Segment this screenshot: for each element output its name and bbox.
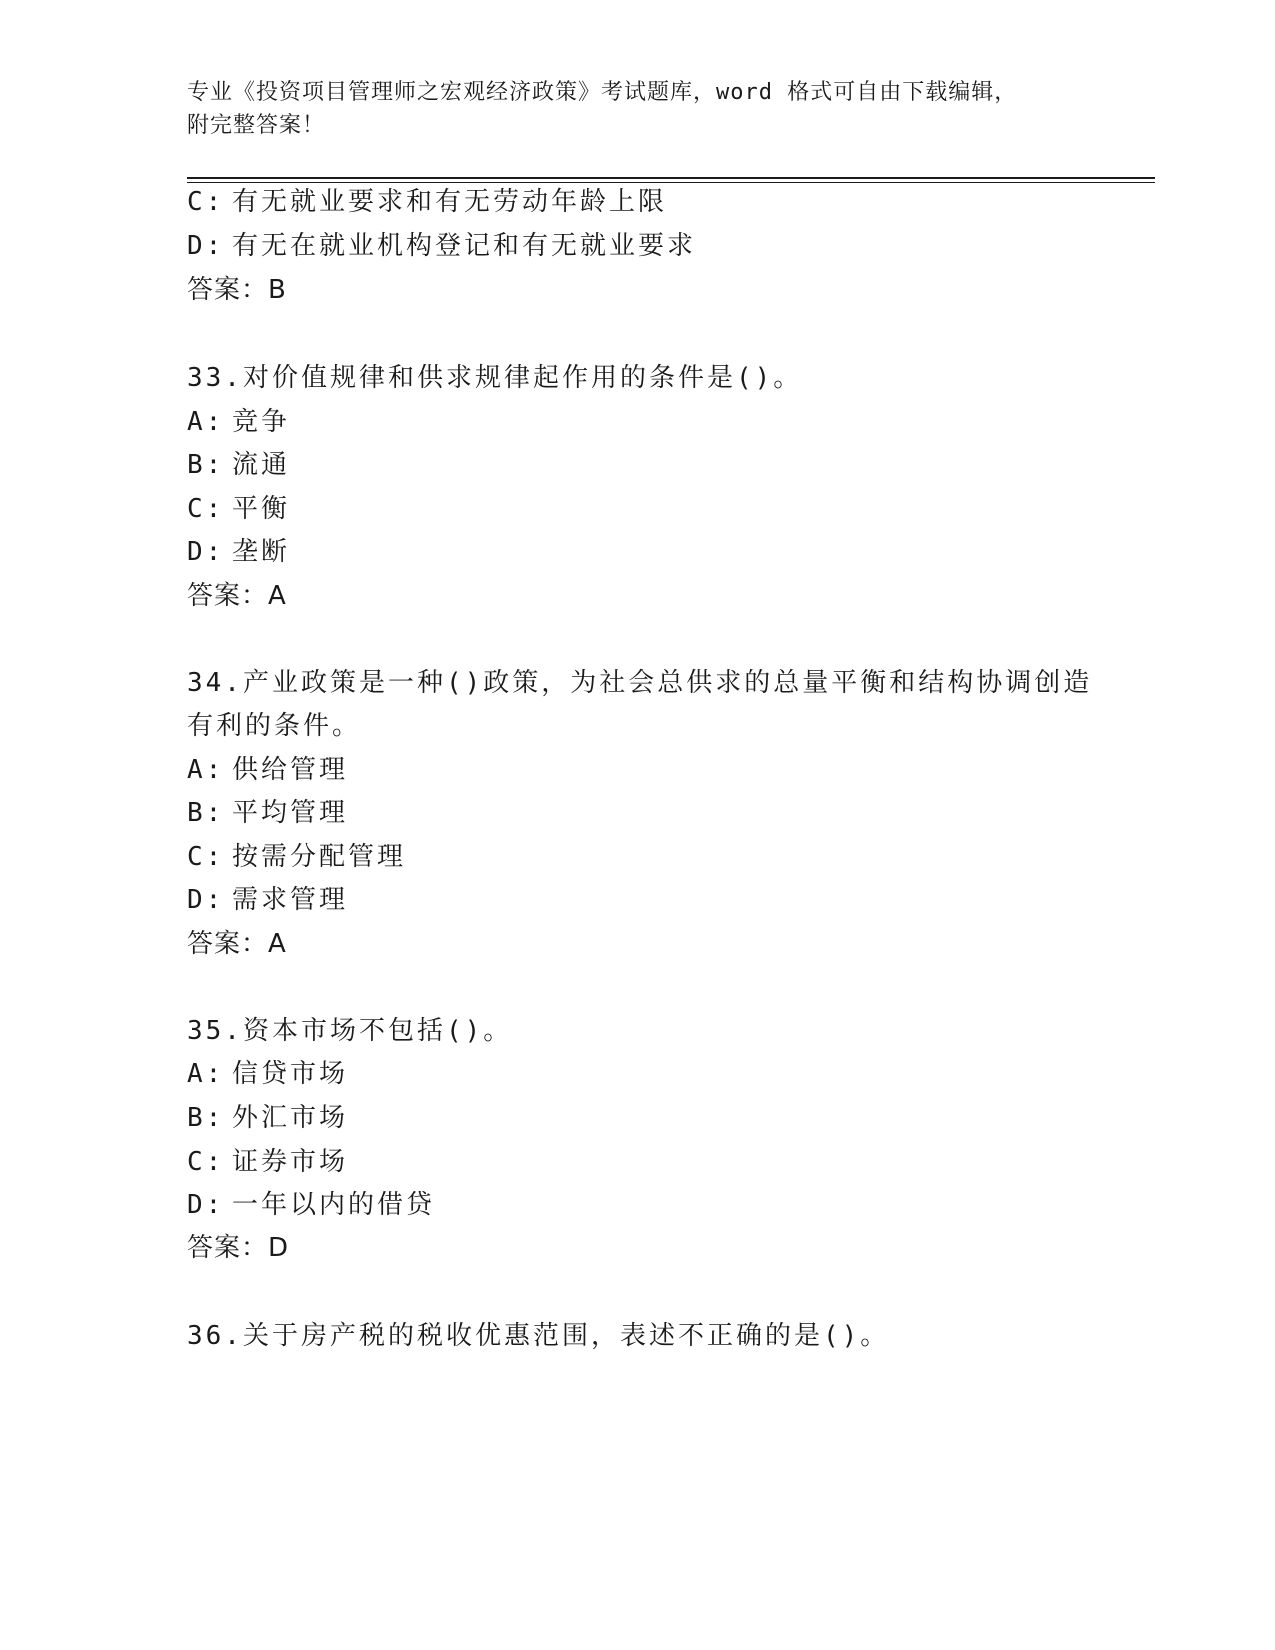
header-title-line: 专业《投资项目管理师之宏观经济政策》考试题库，word 格式可自由下载编辑， — [187, 80, 1018, 105]
option-letter: B: — [187, 450, 225, 480]
question-35-option-a — [187, 1057, 348, 1091]
header-subtitle-line: 附完整答案！ — [187, 113, 326, 138]
question-35-option-d — [187, 1188, 435, 1222]
prev-option-d — [187, 229, 696, 263]
option-text: 竞争 — [232, 407, 291, 437]
question-35-stem: 35.资本市场不包括()。 — [187, 1016, 513, 1046]
option-letter: D: — [187, 537, 225, 567]
question-33-option-d — [187, 535, 290, 569]
header-divider-thick — [187, 177, 1155, 179]
option-letter: A: — [187, 407, 225, 437]
option-text: 平衡 — [232, 494, 291, 524]
question-34-option-b — [187, 796, 348, 830]
question-34-option-c — [187, 840, 406, 874]
question-33-stem: 33.对价值规律和供求规律起作用的条件是()。 — [187, 363, 803, 393]
option-letter: B: — [187, 798, 225, 828]
option-letter: B: — [187, 1103, 225, 1133]
question-34-stem-line1: 34.产业政策是一种()政策，为社会总供求的总量平衡和结构协调创造 — [187, 668, 1093, 698]
question-35-option-c — [187, 1145, 348, 1179]
option-text: 平均管理 — [232, 798, 349, 828]
prev-answer: 答案：B — [187, 275, 287, 305]
option-letter: C: — [187, 842, 225, 872]
option-letter: C: — [187, 494, 225, 524]
question-35-answer: 答案：D — [187, 1233, 290, 1263]
question-33-option-b — [187, 448, 290, 482]
question-35-option-b — [187, 1101, 348, 1135]
option-letter: D: — [187, 885, 225, 915]
question-34-option-a — [187, 753, 348, 787]
option-letter: D: — [187, 1190, 225, 1220]
header-divider-thin — [187, 182, 1155, 183]
option-text: 按需分配管理 — [232, 842, 407, 872]
option-letter: D: — [187, 231, 225, 261]
question-33-answer: 答案：A — [187, 581, 287, 611]
question-34-option-d — [187, 883, 348, 917]
option-text: 垄断 — [232, 537, 291, 567]
option-text: 证券市场 — [232, 1147, 349, 1177]
option-letter: C: — [187, 1147, 225, 1177]
option-letter: C: — [187, 187, 225, 217]
question-33-option-c — [187, 492, 290, 526]
option-text: 供给管理 — [232, 755, 349, 785]
question-34-stem-line2: 有利的条件。 — [187, 711, 362, 741]
prev-option-c — [187, 185, 667, 219]
option-letter: A: — [187, 755, 225, 785]
document-header — [187, 76, 1087, 142]
option-letter: A: — [187, 1059, 225, 1089]
option-text: 需求管理 — [232, 885, 349, 915]
option-text: 信贷市场 — [232, 1059, 349, 1089]
option-text: 流通 — [232, 450, 291, 480]
option-text: 外汇市场 — [232, 1103, 349, 1133]
question-36-stem: 36.关于房产税的税收优惠范围，表述不正确的是()。 — [187, 1321, 890, 1351]
option-text: 有无在就业机构登记和有无就业要求 — [232, 231, 697, 261]
option-text: 有无就业要求和有无劳动年龄上限 — [232, 187, 668, 217]
question-34-answer: 答案：A — [187, 929, 287, 959]
question-33-option-a — [187, 405, 290, 439]
option-text: 一年以内的借贷 — [232, 1190, 436, 1220]
